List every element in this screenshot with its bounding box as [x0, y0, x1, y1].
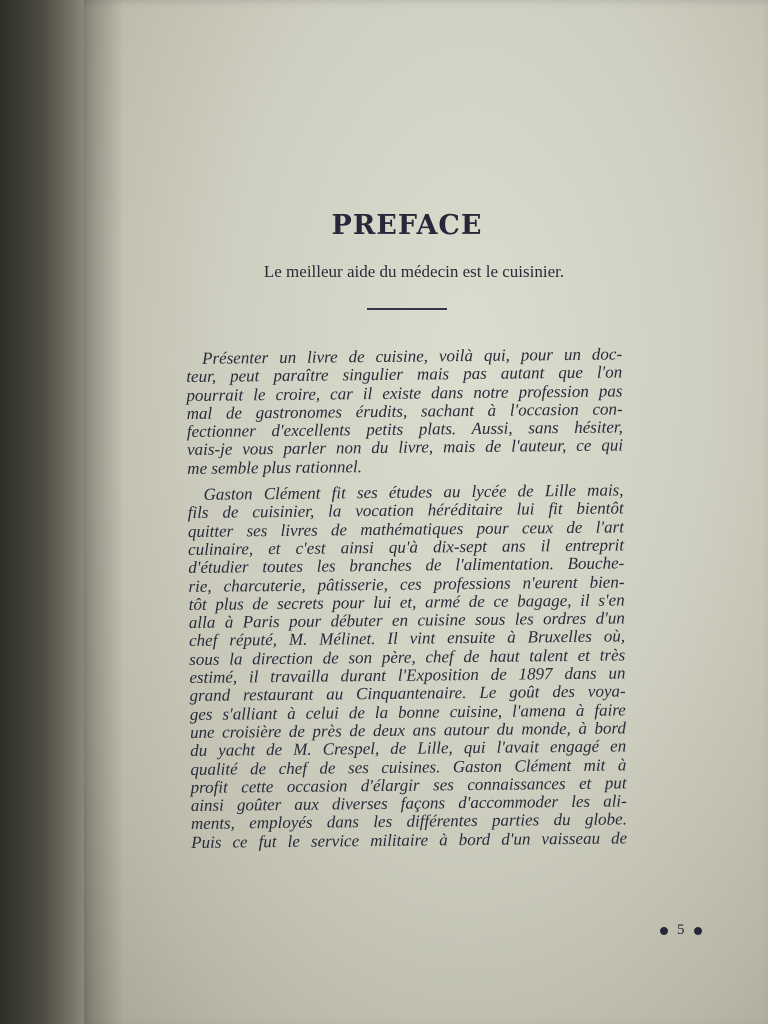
text-line: Présenter un livre de cuisine, voilà qui, pour un doc- [201, 344, 623, 368]
page-number-row [660, 922, 702, 939]
text-line: ments, employés dans les différentes parties du globe. [190, 809, 628, 834]
bullet-right-icon [694, 927, 702, 935]
text-line: ainsi goûter aux diverses façons d'accommoder les ali- [190, 791, 627, 816]
text-line: qualité de chef de ses cuisines. Gaston Clément mit à [190, 754, 627, 779]
text-line: pourrait le croire, car il existe dans notre profession pas [186, 381, 623, 405]
text-line: grand restaurant au Cinquantenaire. Le goût des voya- [189, 681, 626, 706]
text-line: sous la direction de son père, chef de haut talent et très [189, 645, 626, 669]
text-line: quitter ses livres de mathématiques pour ceux de l'art [187, 517, 624, 541]
text-line: teur, peut paraître singulier mais pas autant que l'on [186, 362, 623, 387]
bullet-left-icon [660, 927, 668, 935]
text-line: mal de gastronomes érudits, sachant à l'occasion con- [186, 399, 623, 423]
text-line: fectionner d'excellents petits plats. Aussi, sans hésiter, [186, 417, 623, 442]
page-number: 5 [677, 922, 685, 938]
text-line: vais-je vous parler non du livre, mais de l'auteur, ce qui [186, 435, 624, 460]
text-line: culinaire, et c'est ainsi qu'à dix-sept ans il entreprit [187, 535, 625, 559]
text-line: Gaston Clément fit ses études au lycée de Lille mais, [203, 480, 624, 504]
text-line: tôt plus de secrets pour lui et, armé de ce bagage, il s'en [188, 590, 625, 614]
text-line: chef réputé, M. Mélinet. Il vint ensuite à Bruxelles où, [188, 626, 626, 651]
text-line: estimé, il travailla durant l'Exposition de 1897 dans un [189, 663, 626, 688]
text-line: me semble plus rationnel. [187, 456, 363, 478]
text-line: une croisière de près de deux ans autour du monde, à bord [189, 718, 627, 742]
page-title: PREFACE [331, 210, 483, 241]
left-page-edge [0, 0, 96, 1024]
text-line: du yacht de M. Crespel, de Lille, qui l'avait engagé en [190, 736, 627, 761]
text-line: fils de cuisinier, la vocation héréditaire lui fit bientôt [187, 498, 624, 523]
text-line: profit cette occasion d'élargir ses connaissances et put [190, 773, 627, 797]
text-line: d'étudier toutes les branches de l'alimentation. Bouche- [188, 553, 625, 578]
paragraph-2 [187, 482, 627, 852]
body-text [186, 345, 627, 852]
text-line: ges s'alliant à celui de la bonne cuisine, l'amena à faire [189, 700, 626, 724]
epigraph: Le meilleur aide du médecin est le cuisinier. [263, 262, 565, 281]
divider-rule [367, 308, 447, 310]
paragraph-1 [186, 345, 623, 478]
text-line: Puis ce fut le service militaire à bord d'un vaisseau de [191, 828, 628, 852]
text-line: alla à Paris pour débuter en cuisine sous les ordres d'un [188, 608, 625, 633]
text-line: rie, charcuterie, pâtisserie, ces professions n'eurent bien- [188, 571, 625, 596]
